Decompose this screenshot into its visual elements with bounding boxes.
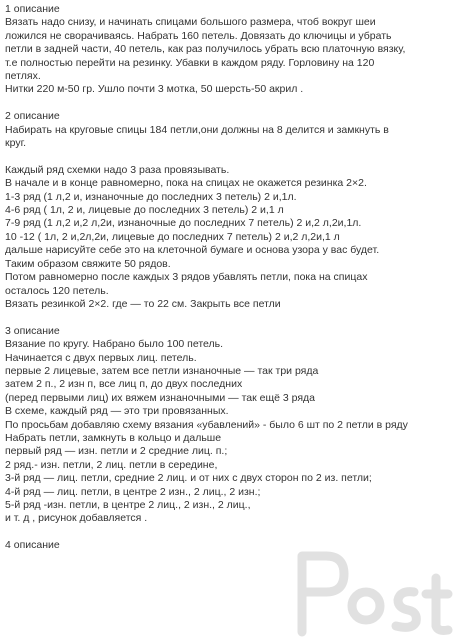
text-line: т.е полностью перейти на резинку. Убавки в каждом ряду. Горловину на 120	[5, 56, 375, 69]
text-line: 10 -12 ( 1л, 2 и,2л,2и, лицевые до последних 7 петель) 2 и,2 л,2и,1 л	[5, 230, 340, 243]
text-line: 3 описание	[5, 324, 60, 337]
text-line: 5-й ряд -изн. петли, в центре 2 лиц., 2 изн., 2 лиц.,	[5, 498, 251, 511]
text-line: Набирать на круговые спицы 184 петли,они должны на 8 делится и замкнуть в	[5, 123, 389, 136]
text-line: и т. д , рисунок добавляется .	[5, 512, 148, 525]
text-line: затем 2 п., 2 изн п, все лиц п, до двух последних	[5, 378, 243, 391]
text-line: Вязать резинкой 2×2. где — то 22 см. Закрыть все петли	[5, 297, 281, 310]
text-line: 4-6 ряд ( 1л, 2 и, лицевые до последних 3 петель) 2 и,1 л	[5, 204, 284, 217]
text-line: Вязание по кругу. Набрано было 100 петель.	[5, 338, 224, 351]
text-line: Нитки 220 м-50 гр. Ушло почти 3 мотка, 50 шерсть-50 акрил .	[5, 83, 304, 96]
text-line	[5, 150, 457, 163]
text-line	[5, 311, 457, 324]
text-line: первый ряд — изн. петли и 2 средние лиц. п.;	[5, 445, 228, 458]
text-line: Начинается с двух первых лиц. петель.	[5, 351, 197, 364]
text-line: Потом равномерно после каждых 3 рядов убавлять петли, пока на спицах	[5, 271, 368, 284]
text-line	[5, 526, 457, 539]
document-body	[5, 3, 457, 553]
text-line: круг.	[5, 137, 27, 150]
text-line: осталось 120 петель.	[5, 284, 109, 297]
text-line: петли в задней части, 40 петель, как раз получилось убрать всю платочную вязку,	[5, 43, 406, 56]
text-line: (перед первыми лиц) их вяжем изнаночными — так ещё 3 ряда	[5, 391, 315, 404]
text-line: 4-й ряд — лиц. петли, в центре 2 изн., 2 лиц., 2 изн.;	[5, 485, 261, 498]
text-line: Каждый ряд схемки надо 3 раза провязывать.	[5, 163, 230, 176]
text-line: петлях.	[5, 70, 41, 83]
text-line: В начале и в конце равномерно, пока на спицах не окажется резинка 2×2.	[5, 177, 367, 190]
text-line: 2 ряд.- изн. петли, 2 лиц. петли в середине,	[5, 458, 218, 471]
text-line: По просьбам добавляю схему вязания «убавлений» - было 6 шт по 2 петли в ряду	[5, 418, 408, 431]
text-line: 7-9 ряд (1 л,2 и,2 л,2и, изнаночные до последних 7 петель) 2 и,2 л,2и,1л.	[5, 217, 362, 230]
text-line: дальше нарисуйте себе это на клеточной бумаге и основа узора у вас будет.	[5, 244, 380, 257]
text-line: Таким образом свяжите 50 рядов.	[5, 257, 171, 270]
text-line: В схеме, каждый ряд — это три провязанных.	[5, 405, 229, 418]
text-line: 1 описание	[5, 3, 60, 15]
text-line: 3-й ряд — лиц. петли, средние 2 лиц. и от них с двух сторон по 2 из. петли;	[5, 472, 372, 485]
text-line: 1-3 ряд (1 л,2 и, изнаночные до последних 3 петель) 2 и,1л.	[5, 190, 297, 203]
text-line: 2 описание	[5, 110, 60, 123]
text-line: первые 2 лицевые, затем все петли изнаночные — так три ряда	[5, 364, 319, 377]
text-line: Набрать петли, замкнуть в кольцо и дальше	[5, 431, 222, 444]
text-line: ложился не сворачиваясь. Набрать 160 петель. Довязать до ключицы и убрать	[5, 29, 392, 42]
text-line: Вязать надо снизу, и начинать спицами большого размера, чтоб вокруг шеи	[5, 16, 376, 29]
text-line: 4 описание	[5, 539, 60, 552]
text-line	[5, 97, 457, 110]
